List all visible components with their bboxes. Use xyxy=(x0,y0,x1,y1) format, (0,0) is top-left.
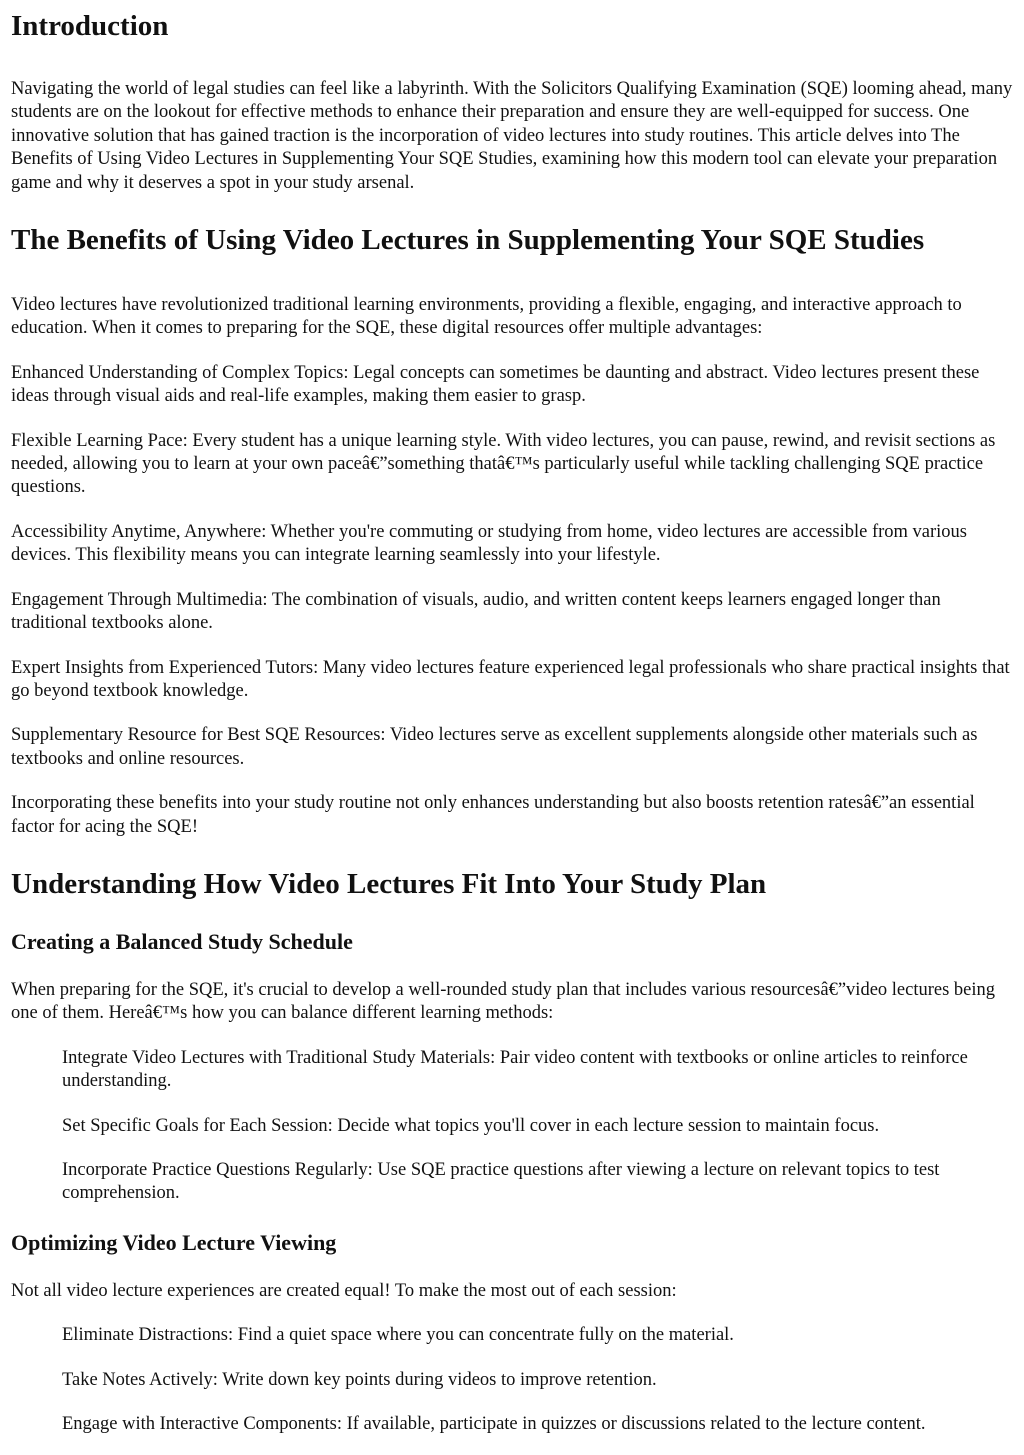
optimizing-heading: Optimizing Video Lecture Viewing xyxy=(11,1229,337,1255)
schedule-heading: Creating a Balanced Study Schedule xyxy=(11,928,353,954)
schedule-list xyxy=(11,1047,1014,1206)
schedule-item: Incorporate Practice Questions Regularly: Use SQE practice questions after viewing a lecture on relevant topics to test comprehension. xyxy=(62,1159,940,1204)
intro-heading: Introduction xyxy=(11,10,169,42)
plan-heading: Understanding How Video Lectures Fit Into Your Study Plan xyxy=(11,867,767,900)
schedule-item: Set Specific Goals for Each Session: Decide what topics you'll cover in each lecture session to maintain focus. xyxy=(62,1115,880,1136)
benefits-lead: Video lectures have revolutionized traditional learning environments, providing a flexible, engaging, and interactive approach to education. When it comes to preparing for the SQE, these digital resources offer multiple advantages: xyxy=(11,295,962,339)
benefit-item: Enhanced Understanding of Complex Topics: Legal concepts can sometimes be daunting and abstract. Video lectures present these ideas through visual aids and real-life examples, making them easier to grasp. xyxy=(11,362,980,407)
benefit-item: Expert Insights from Experienced Tutors: Many video lectures feature experienced legal professionals who share practical insights that go beyond textbook knowledge. xyxy=(11,657,1010,701)
benefit-item: Flexible Learning Pace: Every student has a unique learning style. With video lectures, you can pause, rewind, and revisit sections as needed, allowing you to learn at your own paceâ€”something thatâ€™s particularly useful while tackling challenging SQE practice questions. xyxy=(11,430,996,498)
optimizing-lead: Not all video lecture experiences are created equal! To make the most out of each session: xyxy=(11,1280,677,1301)
benefits-closing: Incorporating these benefits into your study routine not only enhances understanding but also boosts retention ratesâ€”an essential factor for acing the SQE! xyxy=(11,793,975,837)
schedule-lead: When preparing for the SQE, it's crucial to develop a well-rounded study plan that includes various resourcesâ€”video lectures being one of them. Hereâ€™s how you can balance different learning methods: xyxy=(11,979,996,1024)
schedule-item: Integrate Video Lectures with Traditional Study Materials: Pair video content with textbooks or online articles to reinforce understanding. xyxy=(62,1047,968,1092)
benefits-heading: The Benefits of Using Video Lectures in Supplementing Your SQE Studies xyxy=(11,224,925,257)
intro-paragraph: Navigating the world of legal studies can feel like a labyrinth. With the Solicitors Qualifying Examination (SQE) looming ahead, many students are on the lookout for effective methods to enhance their preparation and ensure they are well-equipped for success. One innovative solution that has gained traction is the incorporation of video lectures into study routines. This article delves into The Benefits of Using Video Lectures in Supplementing Your SQE Studies, examining how this modern tool can elevate your preparation game and why it deserves a spot in your study arsenal. xyxy=(11,79,1013,193)
optimizing-list xyxy=(11,1324,1014,1436)
benefit-item: Accessibility Anytime, Anywhere: Whether you're commuting or studying from home, video lectures are accessible from various devices. This flexibility means you can integrate learning seamlessly into your lifestyle. xyxy=(11,521,968,566)
article xyxy=(0,9,1024,1436)
benefit-item: Supplementary Resource for Best SQE Resources: Video lectures serve as excellent supplements alongside other materials such as textbooks and online resources. xyxy=(11,725,978,769)
optimizing-item: Take Notes Actively: Write down key points during videos to improve retention. xyxy=(62,1369,657,1390)
benefit-item: Engagement Through Multimedia: The combination of visuals, audio, and written content keeps learners engaged longer than traditional textbooks alone. xyxy=(11,589,941,634)
optimizing-item: Eliminate Distractions: Find a quiet space where you can concentrate fully on the material. xyxy=(62,1325,734,1346)
optimizing-item: Engage with Interactive Components: If available, participate in quizzes or discussions related to the lecture content. xyxy=(62,1414,926,1434)
